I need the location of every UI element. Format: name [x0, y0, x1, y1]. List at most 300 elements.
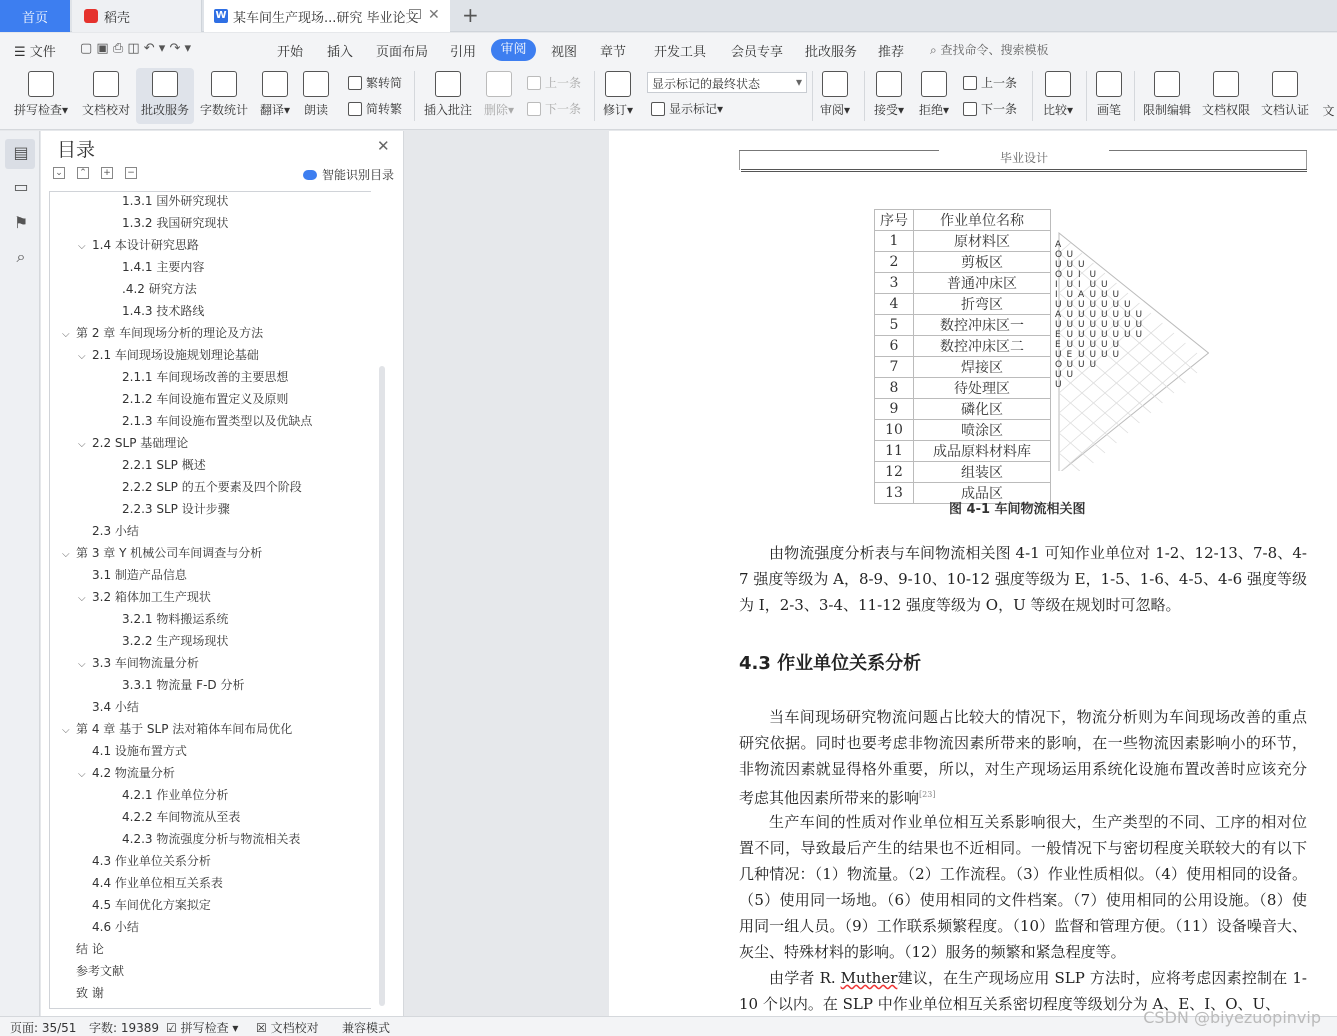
prev-change-label: 上一条	[981, 76, 1018, 90]
chevron-down-icon[interactable]: ⌵	[62, 329, 70, 340]
matrix-grade-label: U	[1101, 340, 1108, 350]
toc-item[interactable]	[108, 676, 244, 694]
expand-up-icon[interactable]: ⌃	[77, 167, 89, 179]
toc-item-label: 3.4 小结	[92, 700, 139, 714]
spell-flagged-word[interactable]: Muther	[840, 969, 898, 987]
delete-comment-label: 删除	[483, 103, 508, 117]
chevron-down-icon[interactable]: ⌵	[78, 439, 86, 450]
next-comment-button[interactable]	[527, 100, 581, 117]
matrix-grade-label: U	[1112, 310, 1120, 320]
matrix-grade-label: A	[1055, 310, 1062, 320]
toc-item[interactable]	[78, 918, 139, 936]
toc-item-label: 4.2 物流量分析	[92, 766, 175, 780]
read-aloud-button[interactable]	[302, 71, 330, 118]
prev-change-button[interactable]	[963, 74, 1017, 91]
matrix-grade-label: U	[1089, 290, 1097, 300]
restrict-edit-button[interactable]	[1141, 71, 1193, 118]
matrix-grade-label: O	[1055, 270, 1063, 280]
trad-to-simp-label: 繁转简	[366, 76, 403, 90]
pen-button[interactable]	[1094, 71, 1124, 118]
collapse-all-icon[interactable]: ⌄	[53, 167, 65, 179]
ribbon-divider	[1086, 71, 1087, 121]
toc-item[interactable]	[108, 830, 300, 848]
review-pane-button[interactable]: 审阅▾	[818, 71, 852, 118]
menu-item-layout[interactable]: 页面布局	[376, 45, 429, 60]
matrix-grade-label: U	[1089, 320, 1097, 330]
review-pane-label: 审阅	[819, 103, 844, 117]
matrix-grade-label: U	[1078, 310, 1085, 320]
word-count-label: 字数统计	[199, 103, 248, 117]
table-row	[875, 315, 1051, 336]
toc-item[interactable]	[62, 544, 262, 562]
toc-item-label: 4.2.1 作业单位分析	[122, 788, 229, 802]
matrix-grade-label: U	[1112, 350, 1120, 360]
matrix-grade-label: O	[1055, 250, 1063, 260]
toc-item-label: 结 论	[76, 942, 104, 956]
prev-comment-icon	[527, 76, 541, 90]
toc-item[interactable]	[108, 368, 288, 386]
table-row	[875, 273, 1051, 294]
table-cell-name: 待处理区	[914, 378, 1051, 399]
toc-item-label: 第 2 章 车间现场分析的理论及方法	[76, 326, 264, 340]
table-cell-name: 原材料区	[914, 231, 1051, 252]
next-change-icon	[963, 102, 977, 116]
track-changes-button[interactable]: 修订▾	[601, 71, 635, 118]
toc-item[interactable]	[108, 808, 240, 826]
read-aloud-label: 朗读	[303, 103, 328, 117]
watermark: CSDN @biyezuopinvip	[1143, 1008, 1321, 1027]
matrix-grade-label: U	[1066, 360, 1074, 370]
close-tab-icon[interactable]: ✕	[428, 7, 440, 23]
menu-bar	[0, 33, 1337, 65]
matrix-grade-label: U	[1112, 330, 1120, 340]
table-row	[875, 294, 1051, 315]
add-heading-icon[interactable]: +	[101, 167, 113, 179]
header-border-left	[739, 150, 740, 170]
matrix-grade-label: U	[1066, 280, 1074, 290]
matrix-grade-label: U	[1078, 300, 1085, 310]
smart-toc-button[interactable]	[303, 166, 394, 183]
matrix-grade-label: U	[1089, 300, 1097, 310]
toc-item[interactable]	[108, 302, 204, 320]
toc-panel-icon[interactable]: ▤	[13, 143, 29, 162]
status-spell-label: 拼写检查	[180, 1021, 229, 1035]
pen-label: 画笔	[1096, 103, 1121, 117]
insert-comment-button[interactable]	[423, 71, 473, 118]
toc-item[interactable]	[78, 742, 187, 760]
toc-item-label: 4.2.3 物流强度分析与物流相关表	[122, 832, 301, 846]
toc-item-label: 2.2.1 SLP 概述	[122, 458, 206, 472]
status-doc-proof[interactable]	[256, 1019, 319, 1036]
chevron-down-icon[interactable]: ⌵	[78, 593, 86, 604]
toc-item[interactable]	[62, 720, 292, 738]
toc-scrollbar[interactable]	[379, 366, 385, 1006]
toc-item-label: 3.3.1 物流量 F-D 分析	[122, 678, 245, 692]
matrix-grade-label: U	[1089, 310, 1097, 320]
matrix-grade-label: U	[1078, 260, 1085, 270]
left-nav-strip	[0, 131, 40, 1016]
toc-item[interactable]	[108, 390, 288, 408]
tab-daoke-label: 稻壳	[104, 10, 131, 26]
toc-item[interactable]	[78, 346, 259, 364]
matrix-grade-label: U	[1066, 340, 1074, 350]
matrix-grade-label: U	[1124, 320, 1131, 330]
toc-item[interactable]	[108, 632, 228, 650]
relationship-matrix-diagram	[1049, 231, 1209, 471]
restrict-edit-label: 限制编辑	[1142, 103, 1191, 117]
matrix-grade-label: U	[1135, 320, 1143, 330]
compare-button[interactable]: 比较▾	[1040, 71, 1076, 118]
menu-item-devtools[interactable]: 开发工具	[654, 45, 707, 60]
matrix-grade-label: U	[1101, 350, 1108, 360]
translate-label: 翻译	[259, 103, 284, 117]
page-header: 毕业设计	[939, 149, 1109, 166]
matrix-grade-label: U	[1124, 300, 1131, 310]
matrix-grade-label: U	[1135, 310, 1143, 320]
table-cell-name: 折弯区	[914, 294, 1051, 315]
matrix-grade-label: U	[1112, 300, 1120, 310]
header-border-right	[1306, 150, 1307, 170]
status-bar	[0, 1016, 1337, 1036]
prev-comment-label: 上一条	[545, 76, 582, 90]
toc-item[interactable]	[108, 258, 204, 276]
toc-item-label: 第 3 章 Y 机械公司车间调查与分析	[76, 546, 263, 560]
table-cell-name: 普通冲床区	[914, 273, 1051, 294]
table-row	[875, 462, 1051, 483]
table-cell-name: 成品区	[914, 483, 1051, 504]
doc-auth-button[interactable]	[1259, 71, 1311, 118]
menu-item-member[interactable]: 会员专享	[731, 45, 784, 60]
toc-item-label: 2.1.3 车间设施布置类型以及优缺点	[122, 414, 313, 428]
toc-item[interactable]	[62, 962, 124, 980]
spell-check-label: 拼写检查	[13, 103, 62, 117]
more-ribbon-button[interactable]: 文	[1322, 104, 1335, 118]
daoke-logo-icon	[84, 9, 98, 23]
figure-unit-table	[874, 209, 1051, 504]
writer-logo-icon: W	[215, 10, 227, 21]
trad-to-simp-button[interactable]	[348, 74, 402, 91]
markup-state-select[interactable]: 显示标记的最终状态 ▾	[647, 72, 807, 93]
citation-ref[interactable]: [23]	[919, 790, 936, 799]
table-cell-no: 9	[875, 399, 914, 420]
matrix-grade-label: U	[1101, 330, 1108, 340]
matrix-grade-label: U	[1055, 350, 1062, 360]
chapter-nav-icon[interactable]: ▭	[13, 177, 29, 196]
track-changes-label: 修订	[602, 103, 627, 117]
menu-item-review-service[interactable]: 批改服务	[805, 45, 858, 60]
delete-comment-button[interactable]: 删除▾	[482, 71, 516, 118]
chevron-down-icon[interactable]: ⌵	[62, 725, 70, 736]
table-cell-no: 3	[875, 273, 914, 294]
checkbox-icon: ☑	[166, 1021, 181, 1035]
bookmark-icon[interactable]: ⚑	[13, 213, 29, 232]
toc-item[interactable]	[78, 874, 223, 892]
toc-item[interactable]	[78, 654, 199, 672]
doc-proof-icon	[93, 71, 119, 97]
chevron-down-icon[interactable]: ⌵	[78, 351, 86, 362]
pen-icon	[1096, 71, 1122, 97]
search-icon: ⌕	[930, 43, 941, 57]
toc-item[interactable]	[78, 588, 211, 606]
table-cell-name: 剪板区	[914, 252, 1051, 273]
matrix-grade-label: U	[1066, 260, 1074, 270]
toc-item-label: 1.4.1 主要内容	[122, 260, 205, 274]
table-row	[875, 357, 1051, 378]
table-cell-no: 7	[875, 357, 914, 378]
search-icon[interactable]: ⌕	[16, 247, 26, 266]
chevron-down-icon[interactable]: ⌵	[78, 769, 86, 780]
table-cell-no: 13	[875, 483, 914, 504]
close-icon[interactable]: ✕	[377, 137, 390, 155]
toc-item[interactable]	[108, 456, 206, 474]
reject-button[interactable]: 拒绝▾	[917, 71, 951, 118]
table-row	[875, 399, 1051, 420]
matrix-grade-label: U	[1066, 290, 1074, 300]
show-markup-button[interactable]: 显示标记 ▾	[651, 100, 723, 117]
next-change-button[interactable]	[963, 100, 1017, 117]
table-cell-name: 喷涂区	[914, 420, 1051, 441]
toc-item[interactable]	[78, 434, 188, 452]
matrix-gridline	[1059, 313, 1163, 403]
compare-label: 比较	[1042, 103, 1067, 117]
doc-permission-button[interactable]	[1200, 71, 1252, 118]
toc-item-label: 2.1.2 车间设施布置定义及原则	[122, 392, 289, 406]
toc-item-label: 1.3.1 国外研究现状	[122, 194, 229, 208]
status-proof-label: 文档校对	[270, 1021, 319, 1035]
status-spell-check[interactable]: ☑ 拼写检查 ▾	[166, 1021, 239, 1035]
toc-item[interactable]	[108, 478, 302, 496]
permission-icon	[1213, 71, 1239, 97]
ribbon-divider	[594, 71, 595, 121]
toc-item-label: 2.1 车间现场设施规划理论基础	[92, 348, 259, 362]
toc-item[interactable]	[78, 566, 187, 584]
toc-item-label: 3.2.2 生产现场现状	[122, 634, 229, 648]
toc-item-label: 2.2 SLP 基础理论	[92, 436, 189, 450]
menu-item-view[interactable]: 视图	[551, 45, 578, 60]
toc-item[interactable]	[108, 500, 230, 518]
new-tab-button[interactable]: +	[462, 3, 479, 27]
matrix-grade-label: I	[1078, 270, 1081, 280]
ribbon-divider	[1134, 71, 1135, 121]
table-cell-no: 12	[875, 462, 914, 483]
matrix-grade-label: U	[1089, 330, 1097, 340]
matrix-grade-label: U	[1078, 350, 1085, 360]
toc-item[interactable]	[108, 280, 197, 298]
toc-item-label: 致 谢	[76, 986, 104, 1000]
header-double-rule	[741, 169, 1307, 172]
table-cell-name: 组装区	[914, 462, 1051, 483]
reject-icon	[921, 71, 947, 97]
paragraph	[739, 704, 1307, 811]
figure-caption: 图 4-1 车间物流相关图	[949, 502, 1086, 517]
matrix-grade-label: U	[1078, 340, 1085, 350]
menu-item-review[interactable]: 审阅	[491, 39, 536, 61]
matrix-grade-label: I	[1078, 280, 1081, 290]
doc-auth-label: 文档认证	[1260, 103, 1309, 117]
track-changes-icon	[605, 71, 631, 97]
toc-item[interactable]	[108, 412, 312, 430]
toc-item-label: 2.2.3 SLP 设计步骤	[122, 502, 230, 516]
quick-access-toolbar[interactable]: ▢ ▣ ⎙ ◫ ↶ ▾ ↷ ▾	[80, 41, 192, 56]
toc-title: 目录	[57, 139, 96, 161]
accept-button[interactable]: 接受▾	[872, 71, 906, 118]
page-count[interactable]: 页面: 35/51	[10, 1021, 77, 1035]
table-cell-no: 4	[875, 294, 914, 315]
matrix-grade-label: U	[1066, 300, 1074, 310]
toc-item-label: 4.4 作业单位相互关系表	[92, 876, 223, 890]
delete-comment-icon	[486, 71, 512, 97]
word-count[interactable]: 字数: 19389	[89, 1021, 160, 1035]
figure-table-body	[875, 231, 1051, 504]
review-service-label: 批改服务	[140, 103, 189, 117]
toc-item-label: 3.3 车间物流量分析	[92, 656, 199, 670]
table-cell-no: 6	[875, 336, 914, 357]
toc-item[interactable]	[62, 984, 104, 1002]
matrix-grade-label: U	[1135, 330, 1143, 340]
matrix-grade-label: U	[1124, 310, 1131, 320]
table-row	[875, 420, 1051, 441]
matrix-grade-label: U	[1089, 350, 1097, 360]
matrix-grade-label: U	[1066, 250, 1074, 260]
menu-item-recommend[interactable]: 推荐	[878, 45, 905, 60]
monitor-icon[interactable]	[409, 9, 421, 19]
ribbon-divider	[812, 71, 813, 121]
matrix-grade-label: U	[1112, 320, 1120, 330]
toc-item[interactable]	[78, 764, 175, 782]
table-header-name: 作业单位名称	[914, 210, 1051, 231]
file-menu-label: 文件	[29, 45, 56, 60]
ribbon-divider	[1032, 71, 1033, 121]
toc-item[interactable]	[108, 214, 228, 232]
ribbon-divider	[864, 71, 865, 121]
matrix-grade-label: E	[1055, 340, 1061, 350]
chevron-down-icon[interactable]: ⌵	[78, 659, 86, 670]
command-search[interactable]	[930, 41, 1049, 58]
review-service-button[interactable]	[140, 71, 190, 118]
menu-item-reference[interactable]: 引用	[450, 45, 477, 60]
simp-to-trad-button[interactable]	[348, 100, 402, 117]
toc-item[interactable]	[108, 610, 228, 628]
prev-change-icon	[963, 76, 977, 90]
doc-permission-label: 文档权限	[1201, 103, 1250, 117]
matrix-grade-label: U	[1124, 330, 1131, 340]
matrix-grade-label: U	[1078, 360, 1085, 370]
proof-icon: ☒	[256, 1021, 271, 1035]
table-cell-name: 磷化区	[914, 399, 1051, 420]
table-cell-no: 5	[875, 315, 914, 336]
table-row	[875, 378, 1051, 399]
menu-item-start[interactable]: 开始	[277, 45, 304, 60]
toc-item[interactable]	[108, 786, 228, 804]
toc-item-label: 2.3 小结	[92, 524, 139, 538]
prev-comment-button[interactable]	[527, 74, 581, 91]
table-cell-name: 焊接区	[914, 357, 1051, 378]
simp-to-trad-icon	[348, 102, 362, 116]
menu-item-chapter[interactable]: 章节	[600, 45, 627, 60]
toc-item[interactable]	[62, 324, 263, 342]
toc-item-label: 2.2.2 SLP 的五个要素及四个阶段	[122, 480, 302, 494]
matrix-gridline	[1059, 393, 1117, 443]
compare-icon	[1045, 71, 1071, 97]
toc-item[interactable]	[78, 236, 199, 254]
matrix-grade-label: U	[1055, 370, 1062, 380]
word-count-icon	[211, 71, 237, 97]
table-cell-no: 8	[875, 378, 914, 399]
word-count-button[interactable]	[198, 71, 250, 118]
matrix-grade-label: I	[1055, 290, 1058, 300]
spell-check-button[interactable]: 拼写检查▾	[12, 71, 70, 118]
insert-comment-label: 插入批注	[423, 103, 472, 117]
matrix-grade-label: U	[1089, 270, 1097, 280]
toc-item-label: 4.6 小结	[92, 920, 139, 934]
show-markup-icon	[651, 102, 665, 116]
paragraph-text: 当车间现场研究物流问题占比较大的情况下，物流分析则为车间现场改善的重点研究依据。同时也要考虑非物流因素所带来的影响，在一些物流因素影响小的环节，非物流因素就显得格外重要，所以，对生产现场运用系统化设施布置改善时应该充分考虑其他因素所带来的影响	[739, 708, 1307, 807]
accept-icon	[876, 71, 902, 97]
ribbon	[0, 65, 1337, 130]
matrix-grade-label: U	[1101, 290, 1108, 300]
matrix-grade-label: E	[1055, 330, 1061, 340]
toc-item[interactable]	[78, 522, 139, 540]
paragraph: 生产车间的性质对作业单位相互关系影响很大，生产类型的不同、工序的相对位置不同，导致最后产生的结果也不近相同。一般情况下与密切程度关联较大的有以下几种情况：（1）物流量。（2）工作流程。（3）作业性质相似。（4）使用相同的设备。（5）使用同一场地。（6）使用相同的文件档案。（7）使用相同的公用设施。（8）使用同一组人员。（9）工作联系频繁程度。（10）监督和管理方便。（11）设备噪音大、灰尘、特殊材料的影响。（12）服务的频繁和紧急程度等。	[739, 813, 1307, 961]
doc-proof-button[interactable]	[80, 71, 132, 118]
remove-heading-icon[interactable]: −	[125, 167, 137, 179]
toc-panel	[41, 131, 404, 1016]
table-cell-name: 数控冲床区二	[914, 336, 1051, 357]
matrix-grade-label: U	[1066, 330, 1074, 340]
menu-item-insert[interactable]: 插入	[327, 45, 354, 60]
lock-icon	[1154, 71, 1180, 97]
toc-item[interactable]	[108, 192, 228, 210]
insert-comment-icon	[435, 71, 461, 97]
matrix-grade-label: U	[1055, 260, 1062, 270]
section-heading: 4.3 作业单位关系分析	[739, 653, 922, 674]
table-cell-no: 10	[875, 420, 914, 441]
table-cell-name: 数控冲床区一	[914, 315, 1051, 336]
toc-item[interactable]	[62, 940, 104, 958]
paragraph-text: 由学者 R.	[769, 969, 836, 987]
matrix-grade-label: U	[1055, 320, 1062, 330]
next-comment-icon	[527, 102, 541, 116]
translate-button[interactable]: 翻译▾	[258, 71, 292, 118]
table-header-no: 序号	[875, 210, 914, 231]
document-page	[609, 131, 1337, 1016]
matrix-grade-label: U	[1055, 300, 1062, 310]
matrix-gridline	[1059, 323, 1163, 413]
table-row	[875, 336, 1051, 357]
file-menu[interactable]	[14, 41, 56, 60]
toc-item[interactable]	[78, 852, 211, 870]
review-pane-icon	[822, 71, 848, 97]
toc-item-label: 1.4.3 技术路线	[122, 304, 205, 318]
matrix-grade-label: U	[1101, 300, 1108, 310]
toc-item-label: 1.4 本设计研究思路	[92, 238, 199, 252]
trad-to-simp-icon	[348, 76, 362, 90]
matrix-grade-label: U	[1055, 380, 1062, 390]
toc-item[interactable]	[78, 698, 139, 716]
matrix-grade-label: U	[1078, 320, 1085, 330]
toc-item-label: 3.1 制造产品信息	[92, 568, 187, 582]
table-cell-no: 2	[875, 252, 914, 273]
table-row	[875, 231, 1051, 252]
chevron-down-icon[interactable]: ⌵	[78, 241, 86, 252]
tab-daoke[interactable]	[72, 0, 202, 32]
tab-home[interactable]	[0, 0, 70, 32]
toc-item-label: 4.2.2 车间物流从至表	[122, 810, 241, 824]
tab-home-label: 首页	[21, 10, 48, 26]
accept-label: 接受	[873, 103, 898, 117]
toc-item[interactable]	[78, 896, 211, 914]
chevron-down-icon[interactable]: ⌵	[62, 549, 70, 560]
